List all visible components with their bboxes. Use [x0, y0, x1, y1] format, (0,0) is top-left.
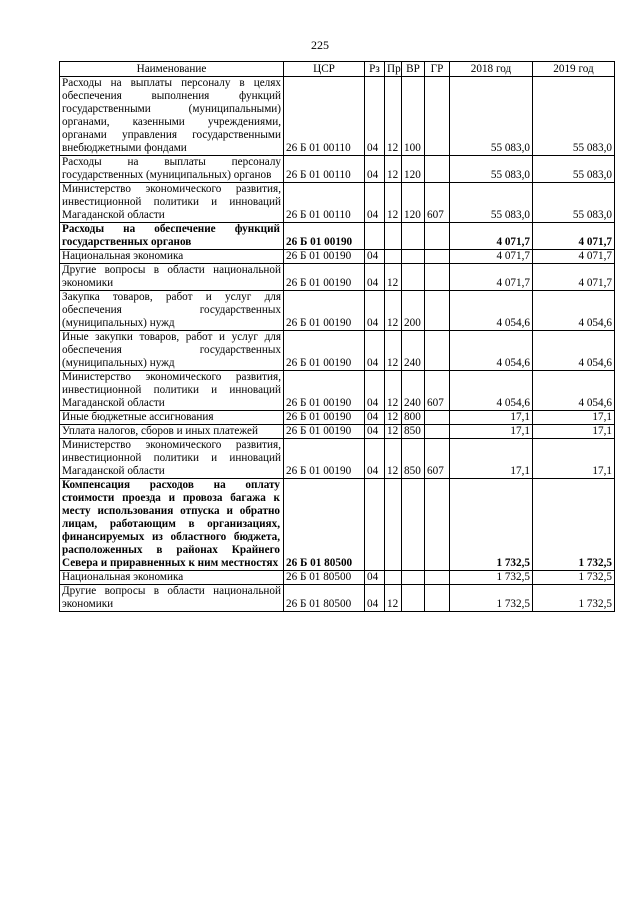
- cell-rz: 04: [365, 291, 385, 331]
- page-number: 225: [311, 38, 329, 52]
- cell-rz: 04: [365, 371, 385, 411]
- cell-2018: 4 054,6: [450, 331, 533, 371]
- cell-pr: 12: [385, 371, 402, 411]
- cell-vr: 850: [402, 439, 425, 479]
- cell-gr: [425, 264, 450, 291]
- cell-vr: [402, 250, 425, 264]
- cell-gr: 607: [425, 183, 450, 223]
- cell-2018: 55 083,0: [450, 156, 533, 183]
- table-row: [60, 77, 615, 156]
- cell-pr: 12: [385, 264, 402, 291]
- cell-gr: [425, 331, 450, 371]
- cell-vr: [402, 223, 425, 250]
- cell-2019: 1 732,5: [533, 479, 615, 571]
- cell-2018: 17,1: [450, 425, 533, 439]
- cell-vr: 100: [402, 77, 425, 156]
- table-row: [60, 250, 615, 264]
- cell-rz: [365, 223, 385, 250]
- cell-pr: [385, 250, 402, 264]
- header-rz: Рз: [365, 62, 385, 77]
- cell-csr: 26 Б 01 00190: [284, 371, 365, 411]
- cell-2018: 55 083,0: [450, 77, 533, 156]
- cell-rz: [365, 479, 385, 571]
- cell-csr: 26 Б 01 00190: [284, 250, 365, 264]
- cell-2019: 4 071,7: [533, 223, 615, 250]
- cell-vr: [402, 585, 425, 612]
- cell-pr: 12: [385, 425, 402, 439]
- cell-rz: 04: [365, 264, 385, 291]
- header-vr: ВР: [402, 62, 425, 77]
- cell-csr: 26 Б 01 00110: [284, 77, 365, 156]
- cell-name: Закупка товаров, работ и услуг для обеспечения государственных (муниципальных) нужд: [60, 291, 284, 331]
- cell-vr: [402, 571, 425, 585]
- cell-pr: 12: [385, 156, 402, 183]
- cell-gr: [425, 411, 450, 425]
- cell-rz: 04: [365, 411, 385, 425]
- cell-gr: [425, 156, 450, 183]
- cell-name: Национальная экономика: [60, 571, 284, 585]
- cell-csr: 26 Б 01 00190: [284, 223, 365, 250]
- cell-rz: 04: [365, 156, 385, 183]
- cell-name: Расходы на выплаты персоналу в целях обеспечения выполнения функций государственными (муниципальными) органами, казенными учреждениями, органами управления государственными внебюджетными фондами: [60, 77, 284, 156]
- header-name: Наименование: [60, 62, 284, 77]
- cell-name: Министерство экономического развития, инвестиционной политики и инноваций Магаданской области: [60, 371, 284, 411]
- cell-gr: [425, 77, 450, 156]
- table-row: [60, 571, 615, 585]
- cell-2018: 4 054,6: [450, 371, 533, 411]
- cell-name: Министерство экономического развития, инвестиционной политики и инноваций Магаданской области: [60, 439, 284, 479]
- table-body: [60, 77, 615, 612]
- header-csr: ЦСР: [284, 62, 365, 77]
- cell-vr: [402, 479, 425, 571]
- table-row: [60, 371, 615, 411]
- cell-pr: 12: [385, 291, 402, 331]
- cell-2019: 4 054,6: [533, 291, 615, 331]
- cell-vr: 850: [402, 425, 425, 439]
- cell-csr: 26 Б 01 00190: [284, 331, 365, 371]
- cell-csr: 26 Б 01 00190: [284, 425, 365, 439]
- cell-rz: 04: [365, 250, 385, 264]
- table-row: [60, 223, 615, 250]
- cell-csr: 26 Б 01 00110: [284, 183, 365, 223]
- header-gr: ГР: [425, 62, 450, 77]
- cell-gr: [425, 223, 450, 250]
- cell-pr: 12: [385, 439, 402, 479]
- cell-2018: 1 732,5: [450, 479, 533, 571]
- cell-2019: 1 732,5: [533, 571, 615, 585]
- table-row: [60, 425, 615, 439]
- cell-2018: 4 054,6: [450, 291, 533, 331]
- cell-2019: 17,1: [533, 411, 615, 425]
- cell-2018: 1 732,5: [450, 585, 533, 612]
- cell-rz: 04: [365, 77, 385, 156]
- cell-2018: 17,1: [450, 439, 533, 479]
- cell-pr: [385, 223, 402, 250]
- cell-2019: 4 054,6: [533, 331, 615, 371]
- cell-gr: [425, 291, 450, 331]
- table-row: [60, 411, 615, 425]
- cell-rz: 04: [365, 571, 385, 585]
- cell-2019: 55 083,0: [533, 77, 615, 156]
- cell-name: Министерство экономического развития, инвестиционной политики и инноваций Магаданской области: [60, 183, 284, 223]
- cell-vr: 240: [402, 331, 425, 371]
- cell-pr: [385, 479, 402, 571]
- cell-name: Расходы на обеспечение функций государственных органов: [60, 223, 284, 250]
- cell-name: Иные бюджетные ассигнования: [60, 411, 284, 425]
- header-pr: Пр: [385, 62, 402, 77]
- cell-2019: 17,1: [533, 439, 615, 479]
- cell-name: Расходы на выплаты персоналу государственных (муниципальных) органов: [60, 156, 284, 183]
- cell-csr: 26 Б 01 00190: [284, 264, 365, 291]
- cell-name: Компенсация расходов на оплату стоимости проезда и провоза багажа к месту использования отпуска и обратно лицам, работающим в организациях, финансируемых из областного бюджета, расположенных в районах Крайнего Севера и приравненных к ним местностях: [60, 479, 284, 571]
- cell-gr: 607: [425, 439, 450, 479]
- cell-gr: [425, 571, 450, 585]
- cell-vr: 120: [402, 156, 425, 183]
- cell-rz: 04: [365, 439, 385, 479]
- header-2019: 2019 год: [533, 62, 615, 77]
- cell-gr: [425, 425, 450, 439]
- cell-2019: 4 071,7: [533, 264, 615, 291]
- cell-csr: 26 Б 01 00190: [284, 439, 365, 479]
- cell-2019: 55 083,0: [533, 183, 615, 223]
- table-row: [60, 585, 615, 612]
- cell-gr: [425, 479, 450, 571]
- cell-gr: [425, 585, 450, 612]
- cell-vr: 120: [402, 183, 425, 223]
- cell-gr: [425, 250, 450, 264]
- cell-vr: 240: [402, 371, 425, 411]
- table-row: [60, 183, 615, 223]
- cell-2018: 4 071,7: [450, 264, 533, 291]
- cell-2019: 55 083,0: [533, 156, 615, 183]
- cell-rz: 04: [365, 331, 385, 371]
- table-row: [60, 291, 615, 331]
- cell-vr: [402, 264, 425, 291]
- cell-pr: 12: [385, 183, 402, 223]
- table-row: [60, 331, 615, 371]
- cell-csr: 26 Б 01 00110: [284, 156, 365, 183]
- cell-name: Другие вопросы в области национальной экономики: [60, 264, 284, 291]
- cell-2019: 4 054,6: [533, 371, 615, 411]
- cell-pr: 12: [385, 331, 402, 371]
- cell-pr: 12: [385, 411, 402, 425]
- cell-rz: 04: [365, 183, 385, 223]
- cell-csr: 26 Б 01 80500: [284, 585, 365, 612]
- cell-2019: 4 071,7: [533, 250, 615, 264]
- cell-rz: 04: [365, 425, 385, 439]
- cell-name: Национальная экономика: [60, 250, 284, 264]
- cell-csr: 26 Б 01 00190: [284, 411, 365, 425]
- table-row: [60, 439, 615, 479]
- cell-name: Другие вопросы в области национальной экономики: [60, 585, 284, 612]
- budget-table: [59, 61, 615, 612]
- cell-pr: 12: [385, 585, 402, 612]
- cell-csr: 26 Б 01 80500: [284, 479, 365, 571]
- cell-2018: 4 071,7: [450, 250, 533, 264]
- table-row: [60, 156, 615, 183]
- cell-pr: 12: [385, 77, 402, 156]
- cell-vr: 200: [402, 291, 425, 331]
- table-header-row: [60, 62, 615, 77]
- header-2018: 2018 год: [450, 62, 533, 77]
- cell-gr: 607: [425, 371, 450, 411]
- cell-2019: 17,1: [533, 425, 615, 439]
- cell-csr: 26 Б 01 00190: [284, 291, 365, 331]
- cell-rz: 04: [365, 585, 385, 612]
- cell-2019: 1 732,5: [533, 585, 615, 612]
- cell-name: Уплата налогов, сборов и иных платежей: [60, 425, 284, 439]
- cell-name: Иные закупки товаров, работ и услуг для обеспечения государственных (муниципальных) нужд: [60, 331, 284, 371]
- cell-2018: 1 732,5: [450, 571, 533, 585]
- cell-vr: 800: [402, 411, 425, 425]
- cell-2018: 55 083,0: [450, 183, 533, 223]
- cell-pr: [385, 571, 402, 585]
- cell-2018: 4 071,7: [450, 223, 533, 250]
- table-row: [60, 479, 615, 571]
- table-row: [60, 264, 615, 291]
- cell-2018: 17,1: [450, 411, 533, 425]
- cell-csr: 26 Б 01 80500: [284, 571, 365, 585]
